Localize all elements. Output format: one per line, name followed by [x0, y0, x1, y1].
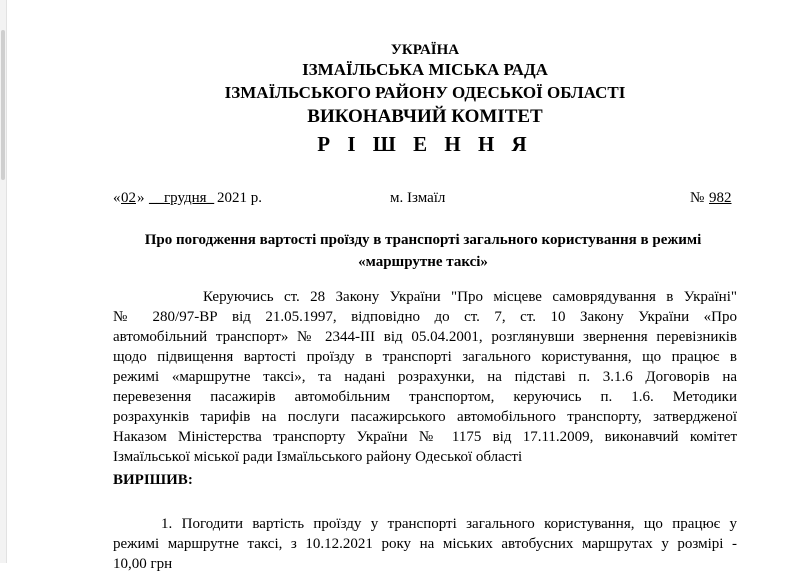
- preamble-line: Наказом Міністерства транспорту України № 1175 від 17.11.2009, виконавчий комітет: [113, 429, 737, 445]
- preamble-line: № 280/97-ВР від 21.05.1997, відповідно до ст. 7, ст. 10 Закону України «Про: [113, 309, 737, 325]
- city: м. Ізмаїл: [390, 190, 446, 206]
- date-day: 02: [121, 190, 136, 206]
- preamble-line: щодо підвищення вартості проїзду в транспорті загального користування, що працює в: [113, 349, 737, 365]
- decision-number-prefix: №: [690, 190, 705, 206]
- decision-number: 982: [709, 190, 732, 206]
- dateline: [113, 190, 733, 210]
- preamble-line: перевезення пасажирів автомобільним транспортом, керуючись п. 1.6. Методики: [113, 389, 737, 405]
- header-committee: ВИКОНАВЧИЙ КОМІТЕТ: [307, 106, 543, 127]
- item1-line: режимі маршрутне таксі, з 10.12.2021 року на міських автобусних маршрутах у розмірі -: [113, 536, 737, 552]
- header-council: ІЗМАЇЛЬСЬКА МІСЬКА РАДА: [302, 60, 548, 79]
- decision-title-line2: «маршрутне таксі»: [358, 254, 488, 270]
- preamble-line: Керуючись ст. 28 Закону України "Про місцеве самоврядування в Україні": [203, 289, 737, 305]
- preamble-line: розрахунків тарифів на послуги пасажирського автомобільного транспорту, затвердженої: [113, 409, 737, 425]
- date-close-quote: »: [137, 190, 145, 206]
- header-decision: Р І Ш Е Н Н Я: [317, 132, 533, 156]
- item1-line: 1. Погодити вартість проїзду у транспорті загального користування, що працює у: [161, 516, 737, 532]
- preamble-line: Ізмаїльської міської ради Ізмаїльського району Одеської області: [113, 449, 523, 465]
- preamble-line: режимі «маршрутне таксі», та надані розрахунки, на підставі п. 3.1.6 Договорів на: [113, 369, 737, 385]
- item1-line: 10,00 грн: [113, 556, 173, 572]
- preamble-line: автомобільний транспорт» № 2344-ІІІ від 05.04.2001, розглянувши звернення перевізників: [113, 329, 737, 345]
- decision-title-line1: Про погодження вартості проїзду в транспорті загального користування в режимі: [144, 232, 702, 248]
- date-open-quote: «: [113, 190, 121, 206]
- date-month: __грудня_: [149, 190, 215, 206]
- header-district: ІЗМАЇЛЬСЬКОГО РАЙОНУ ОДЕСЬКОЇ ОБЛАСТІ: [224, 83, 626, 102]
- decided-heading: ВИРІШИВ:: [113, 472, 193, 488]
- header-country: УКРАЇНА: [390, 42, 460, 58]
- date-year: 2021 р.: [217, 190, 262, 206]
